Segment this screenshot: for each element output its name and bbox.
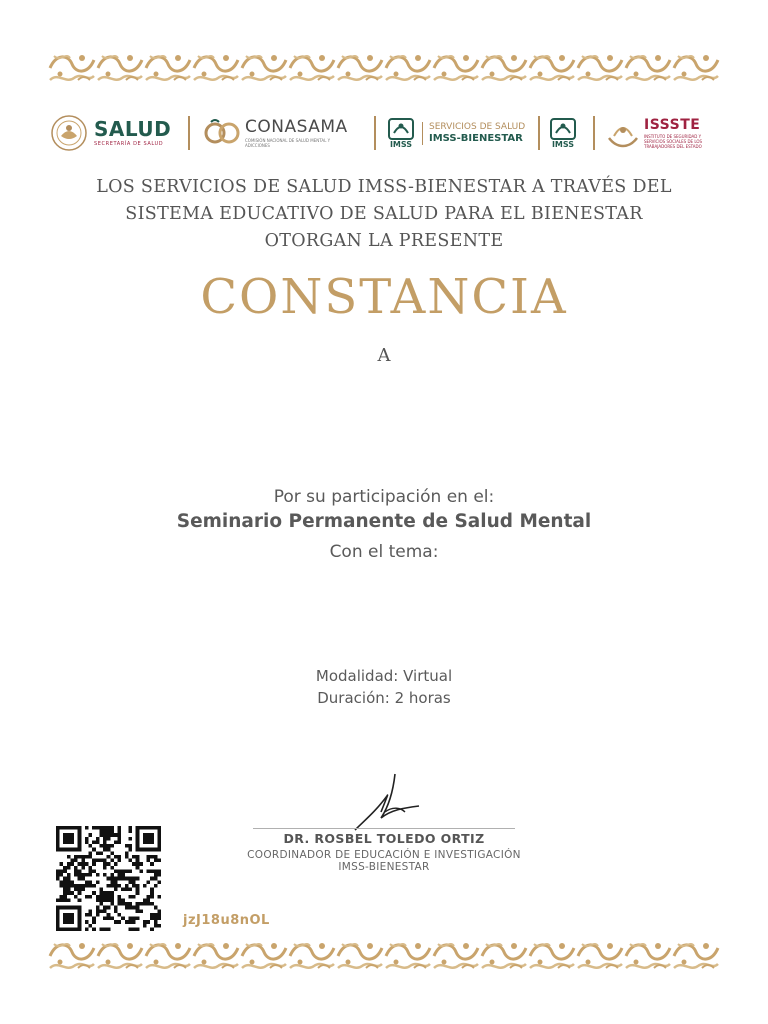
verification-code: jzJ18u8nOL xyxy=(183,913,270,928)
issste-name: ISSSTE xyxy=(644,116,701,133)
imss-logo xyxy=(550,108,576,158)
ornament-pattern xyxy=(48,938,720,974)
issste-hands-icon xyxy=(606,118,640,148)
salud-subtitle: SECRETARÍA DE SALUD xyxy=(94,141,164,147)
heading-line-1: LOS SERVICIOS DE SALUD IMSS-BIENESTAR A TRAVÉS DEL xyxy=(96,177,672,197)
heading-line-2: SISTEMA EDUCATIVO DE SALUD PARA EL BIENESTAR xyxy=(125,204,643,224)
logo-separator xyxy=(374,116,376,150)
imss-mark: IMSS xyxy=(551,139,575,149)
signer-name: DR. ROSBEL TOLEDO ORTIZ xyxy=(283,831,485,846)
conasama-logo xyxy=(203,108,348,158)
imss-eagle-icon xyxy=(550,118,576,140)
imss-eagle-icon xyxy=(388,118,414,140)
imss-bienestar-line1: SERVICIOS DE SALUD xyxy=(429,121,526,132)
signer-role: COORDINADOR DE EDUCACIÓN E INVESTIGACIÓN xyxy=(247,849,521,861)
mexico-seal-icon xyxy=(50,114,88,152)
topic-label: Con el tema: xyxy=(329,542,439,562)
logo-separator xyxy=(538,116,540,150)
bottom-decorative-border xyxy=(48,938,720,974)
conasama-subtitle: COMISIÓN NACIONAL DE SALUD MENTAL Y ADICCIONES xyxy=(245,138,331,148)
recipient-prefix: A xyxy=(377,345,391,366)
imss-bienestar-line2: IMSS-BIENESTAR xyxy=(429,132,523,144)
modality-text: Modalidad: Virtual xyxy=(315,667,453,685)
imss-bienestar-logo xyxy=(388,108,525,158)
logo-separator xyxy=(188,116,190,150)
qr-modules xyxy=(56,826,161,931)
issste-subtitle: INSTITUTO DE SEGURIDAD Y SERVICIOS SOCIALES DE LOS TRABAJADORES DEL ESTADO xyxy=(644,133,703,149)
institution-logos xyxy=(48,108,720,158)
conasama-name: CONASAMA xyxy=(245,117,348,137)
signature-scribble xyxy=(345,772,435,832)
ornament-pattern xyxy=(48,50,720,86)
certificate-heading xyxy=(40,174,728,255)
top-decorative-border xyxy=(48,50,720,86)
signer-organization: IMSS-BIENESTAR xyxy=(338,861,430,873)
salud-name: SALUD xyxy=(94,117,172,141)
qr-code xyxy=(52,826,165,931)
imss-mark: IMSS xyxy=(389,139,413,149)
logo-separator xyxy=(593,116,595,150)
certificate-title: CONSTANCIA xyxy=(200,269,568,325)
heading-line-3: OTORGAN LA PRESENTE xyxy=(264,231,504,251)
conasama-emblem-icon xyxy=(203,116,241,150)
participation-text: Por su participación en el: xyxy=(273,487,495,507)
issste-logo xyxy=(606,108,722,158)
signature-line xyxy=(253,828,515,829)
event-name: Seminario Permanente de Salud Mental xyxy=(176,511,592,532)
duration-text: Duración: 2 horas xyxy=(317,689,451,707)
salud-logo xyxy=(50,108,171,158)
